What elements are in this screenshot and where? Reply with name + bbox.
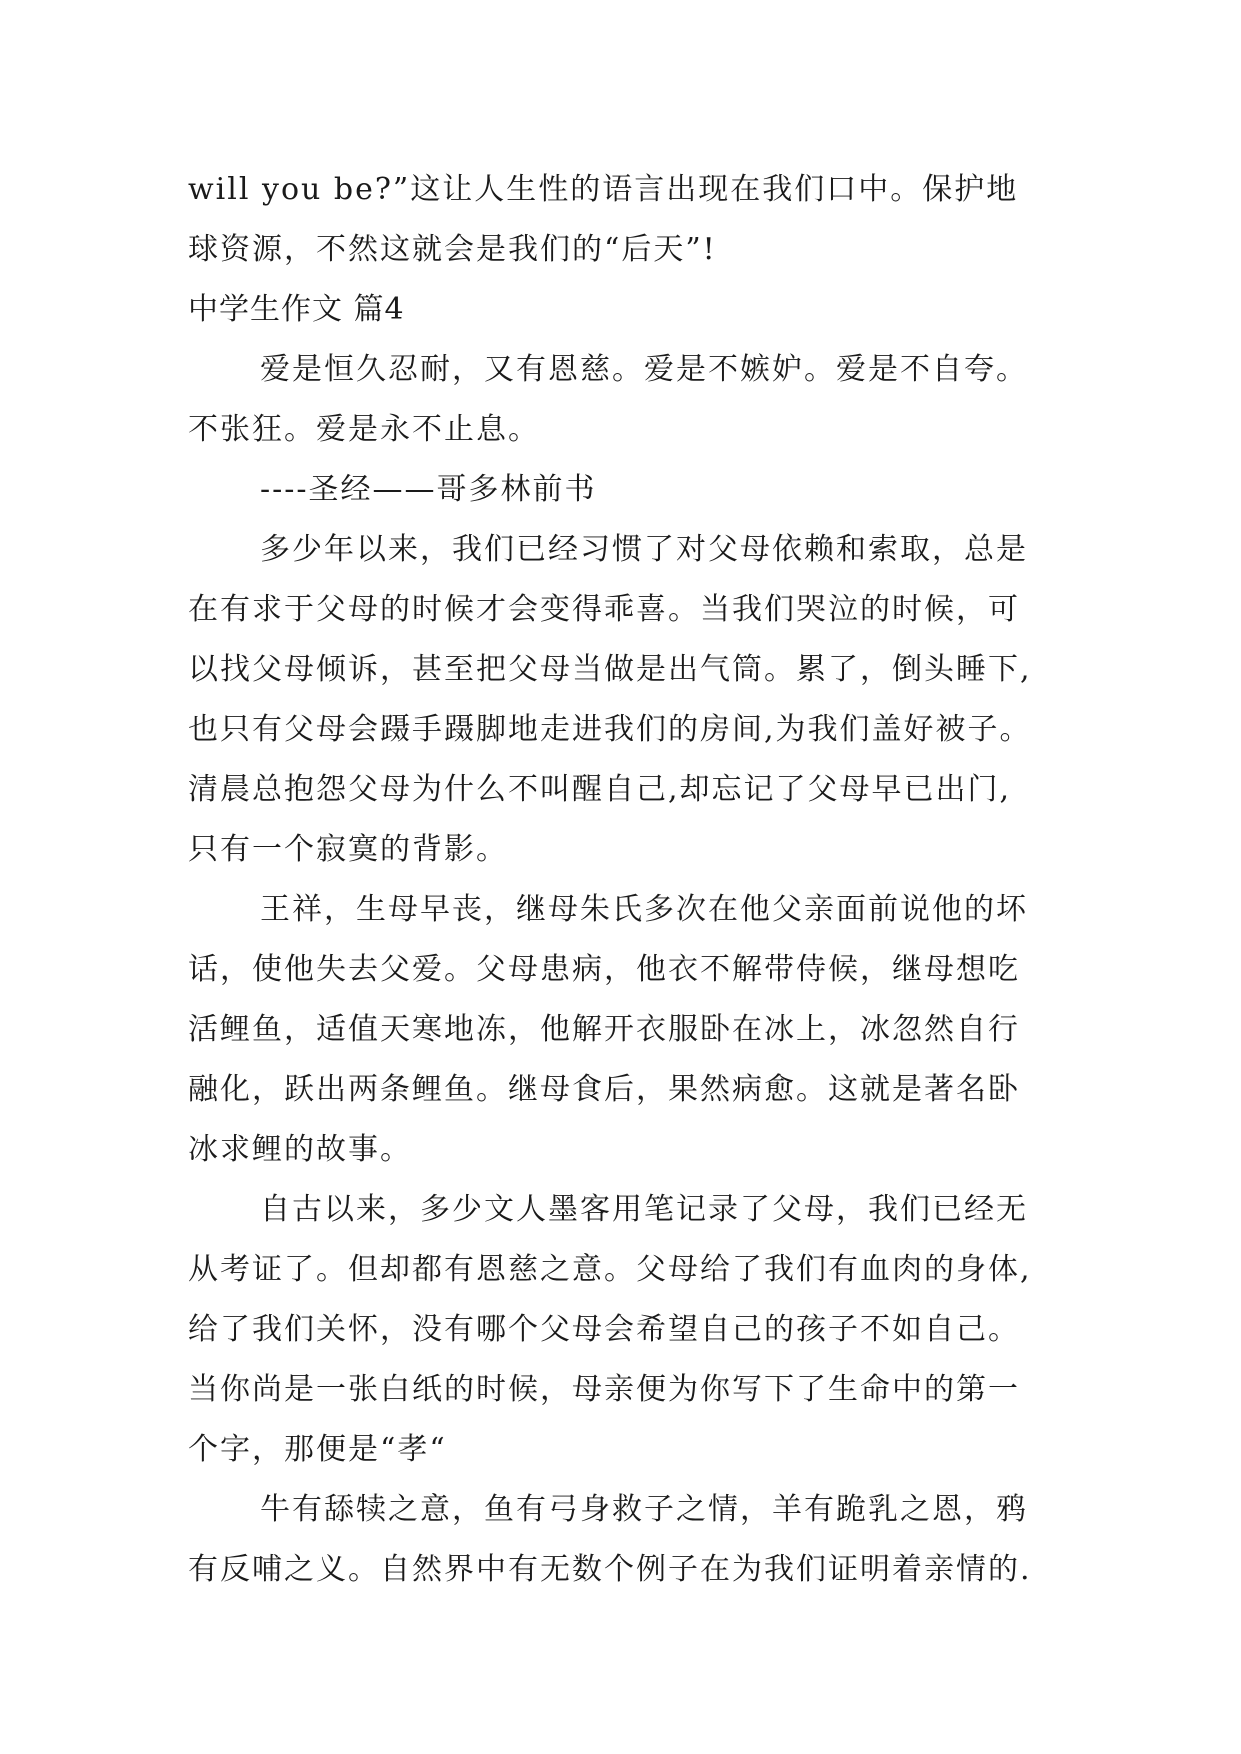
section-title: 中学生作文 篇4 <box>188 292 405 327</box>
text-line: 多少年以来，我们已经习惯了对父母依赖和索取，总是 <box>260 532 1028 567</box>
text-line: 有反哺之义。自然界中有无数个例子在为我们证明着亲情的. <box>188 1552 1032 1587</box>
text-line: 也只有父母会蹑手蹑脚地走进我们的房间,为我们盖好被子。 <box>188 712 1032 747</box>
quote-source: ----圣经——哥多林前书 <box>260 472 597 507</box>
text-line: 以找父母倾诉，甚至把父母当做是出气筒。累了，倒头睡下, <box>188 652 1032 687</box>
text-line: 个字，那便是“孝“ <box>188 1432 447 1467</box>
text-line: 爱是恒久忍耐，又有恩慈。爱是不嫉妒。爱是不自夸。 <box>260 352 1028 387</box>
text-line: 牛有舔犊之意，鱼有弓身救子之情，羊有跪乳之恩，鸦 <box>260 1492 1028 1527</box>
text-line: 只有一个寂寞的背影。 <box>188 832 508 867</box>
text-line: 活鲤鱼，适值天寒地冻，他解开衣服卧在冰上，冰忽然自行 <box>188 1012 1020 1047</box>
text-line: 自古以来，多少文人墨客用笔记录了父母，我们已经无 <box>260 1192 1028 1227</box>
text-line: 王祥，生母早丧，继母朱氏多次在他父亲面前说他的坏 <box>260 892 1028 927</box>
text-line: will you be?”这让人生性的语言出现在我们口中。保护地 <box>188 172 1019 207</box>
text-line: 给了我们关怀，没有哪个父母会希望自己的孩子不如自己。 <box>188 1312 1020 1347</box>
text-line: 球资源，不然这就会是我们的“后天”! <box>188 232 717 267</box>
document-body <box>188 160 1068 1600</box>
text-line: 冰求鲤的故事。 <box>188 1132 412 1167</box>
text-line: 不张狂。爱是永不止息。 <box>188 412 540 447</box>
text-line: 当你尚是一张白纸的时候，母亲便为你写下了生命中的第一 <box>188 1372 1020 1407</box>
text-line: 在有求于父母的时候才会变得乖喜。当我们哭泣的时候，可 <box>188 592 1020 627</box>
text-line: 话，使他失去父爱。父母患病，他衣不解带侍候，继母想吃 <box>188 952 1020 987</box>
text-line: 从考证了。但却都有恩慈之意。父母给了我们有血肉的身体, <box>188 1252 1032 1287</box>
text-line: 清晨总抱怨父母为什么不叫醒自己,却忘记了父母早已出门, <box>188 772 1012 807</box>
text-line: 融化，跃出两条鲤鱼。继母食后，果然病愈。这就是著名卧 <box>188 1072 1020 1107</box>
